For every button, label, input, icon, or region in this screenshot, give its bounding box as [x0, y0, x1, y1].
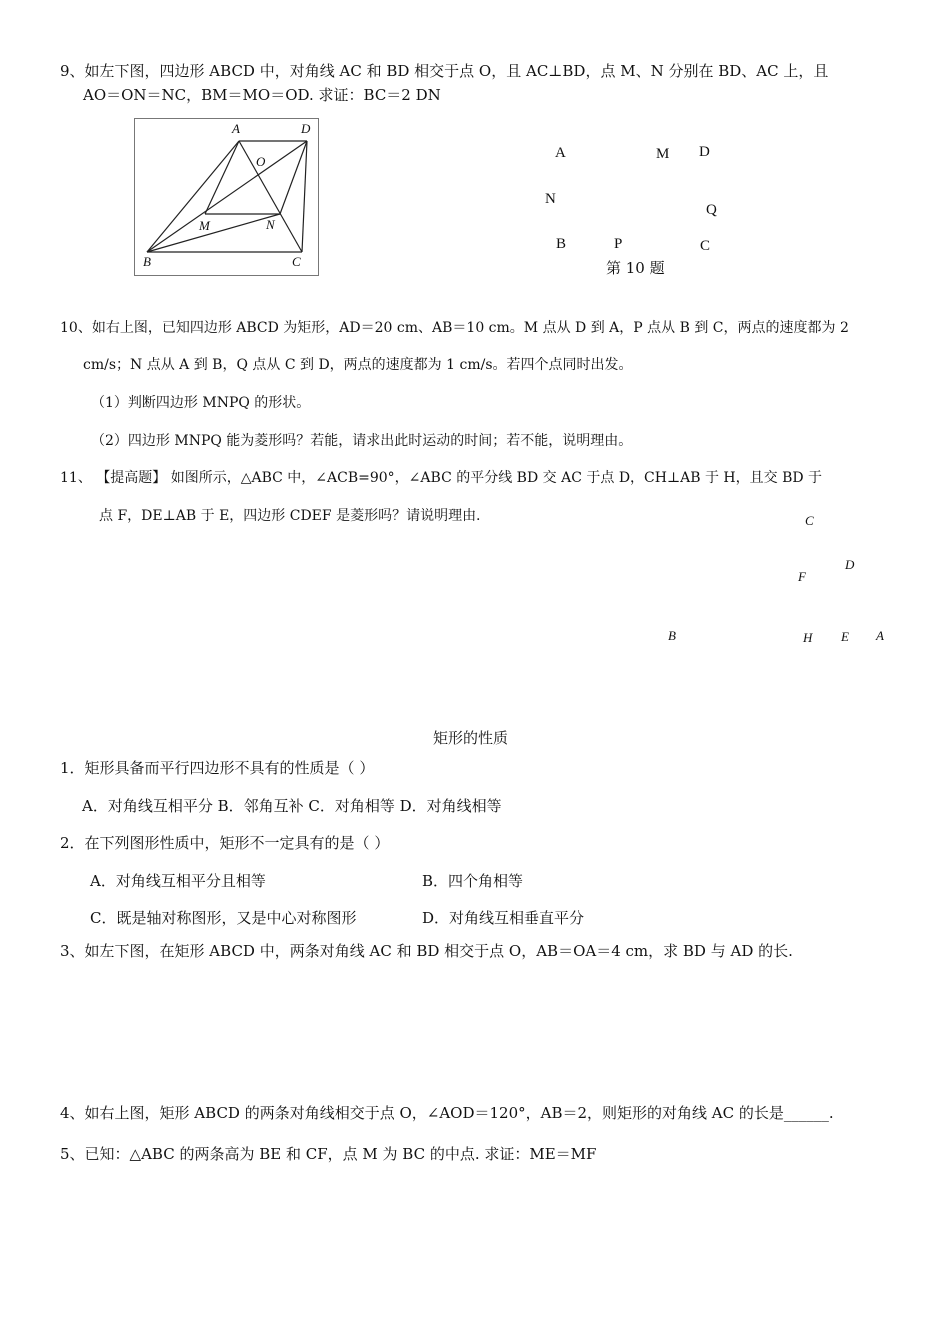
q11-label-c: C [805, 513, 814, 528]
q11-line1: 11、 【提高题】 如图所示，△ABC 中，∠ACB=90°，∠ABC 的平分线 BD 交 AC 于点 D，CH⊥AB 于 H，且交 BD 于 [60, 470, 823, 486]
q10-label-a: A [555, 145, 566, 161]
q10-label-c: C [700, 238, 711, 254]
q10-sub1: （1）判断四边形 MNPQ 的形状。 [91, 395, 311, 411]
r5-question: 5、已知：△ABC 的两条高为 BE 和 CF，点 M 为 BC 的中点. 求证：ME＝MF [60, 1145, 597, 1163]
q10-figure-caption: 第 10 题 [606, 259, 665, 277]
q9-label-a: A [232, 121, 240, 136]
q9-label-m: M [199, 218, 210, 233]
q10-line2: cm/s；N 点从 A 到 B，Q 点从 C 到 D，两点的速度都为 1 cm/s。若四个点同时出发。 [83, 357, 633, 373]
q10-line1: 10、如右上图，已知四边形 ABCD 为矩形，AD＝20 cm、AB＝10 cm。M 点从 D 到 A，P 点从 B 到 C，两点的速度都为 2 [60, 320, 849, 336]
q9-line2: AO＝ON＝NC，BM＝MO＝OD. 求证：BC＝2 DN [83, 86, 441, 104]
r2-question: 2．在下列图形性质中，矩形不一定具有的是（ ） [60, 834, 390, 852]
q10-label-p: P [614, 236, 623, 252]
q10-sub2: （2）四边形 MNPQ 能为菱形吗？若能，请求出此时运动的时间；若不能，说明理由。 [91, 433, 633, 449]
q9-label-b: B [143, 254, 151, 269]
q11-label-f: F [798, 569, 806, 584]
diagonal-ac [239, 141, 302, 252]
q10-label-m: M [656, 146, 670, 162]
r2-option-a: A．对角线互相平分且相等 [90, 872, 266, 890]
segment-dc [302, 141, 307, 252]
q11-label-e: E [841, 629, 849, 644]
segment-bn [147, 214, 280, 252]
q10-label-b: B [556, 236, 567, 252]
r1-question: 1．矩形具备而平行四边形不具有的性质是（ ） [60, 759, 375, 777]
r2-option-b: B．四个角相等 [422, 872, 524, 890]
q9-label-d: D [301, 121, 311, 136]
q10-label-q: Q [706, 202, 717, 218]
r2-option-d: D．对角线互相垂直平分 [422, 909, 585, 927]
segment-am [205, 141, 239, 214]
q9-line1: 9、如左下图，四边形 ABCD 中，对角线 AC 和 BD 相交于点 O，且 AC⊥BD，点 M、N 分别在 BD、AC 上，且 [60, 62, 829, 80]
r2-option-c: C．既是轴对称图形，又是中心对称图形 [90, 909, 357, 927]
r4-question: 4、如右上图，矩形 ABCD 的两条对角线相交于点 O，∠AOD＝120°，AB＝2，则矩形的对角线 AC 的长是______. [60, 1104, 834, 1122]
diagonal-bd [147, 141, 307, 252]
q11-label-d: D [845, 557, 855, 572]
q10-label-d: D [699, 144, 710, 160]
q9-label-o: O [256, 154, 266, 169]
q9-figure-drawing [135, 119, 318, 275]
q10-label-n: N [545, 191, 556, 207]
q11-line2: 点 F，DE⊥AB 于 E，四边形 CDEF 是菱形吗？请说明理由. [99, 508, 481, 524]
section-title: 矩形的性质 [433, 729, 509, 747]
q9-label-c: C [292, 254, 301, 269]
q11-label-b: B [668, 628, 676, 643]
q9-figure [134, 118, 319, 276]
q11-label-a: A [876, 628, 884, 643]
r3-question: 3、如左下图，在矩形 ABCD 中，两条对角线 AC 和 BD 相交于点 O，AB＝OA＝4 cm，求 BD 与 AD 的长. [60, 942, 793, 960]
segment-ab [147, 141, 239, 252]
r1-options: A．对角线互相平分 B．邻角互补 C．对角相等 D．对角线相等 [82, 797, 502, 815]
segment-dn [280, 141, 307, 214]
q9-label-n: N [266, 217, 275, 232]
q11-label-h: H [803, 630, 813, 645]
